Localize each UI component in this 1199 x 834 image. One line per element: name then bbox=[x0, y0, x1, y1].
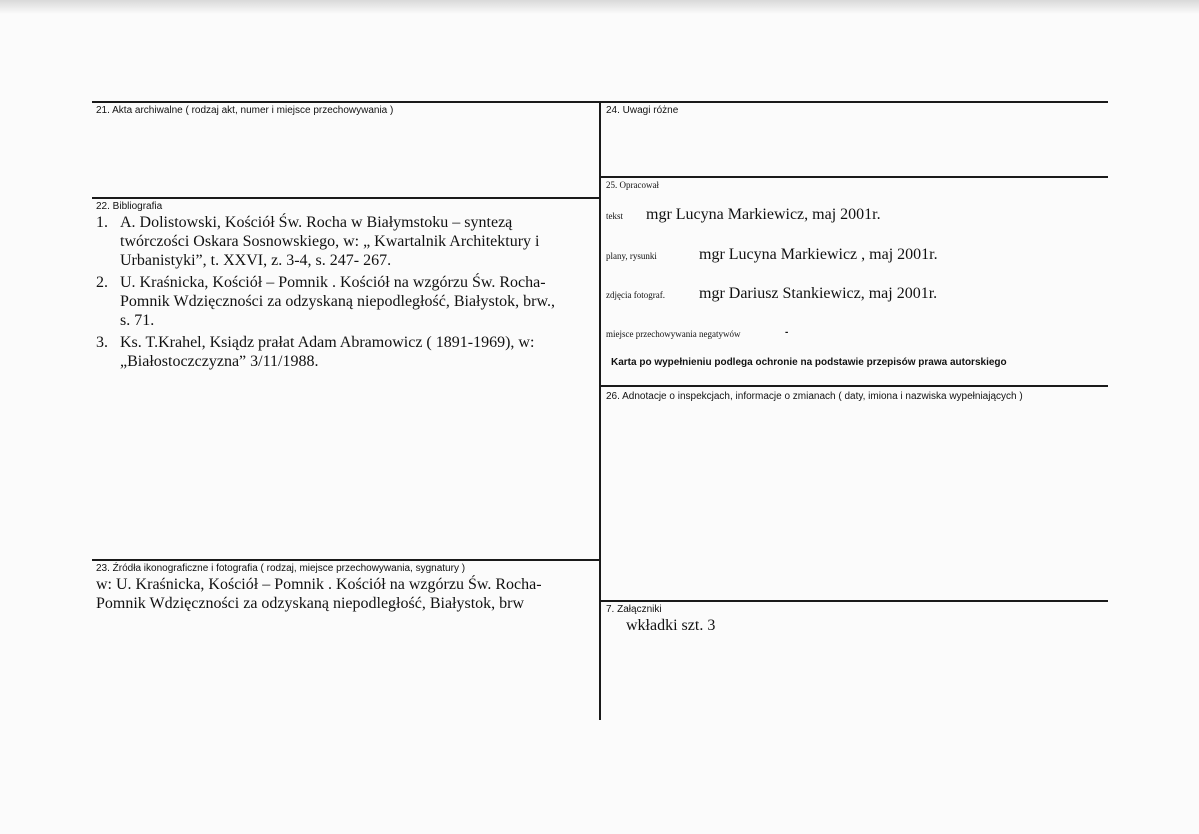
attachments-value: wkładki szt. 3 bbox=[626, 617, 716, 634]
item-line: Ks. T.Krahel, Ksiądz prałat Adam Abramowicz ( 1891-1969), w: bbox=[120, 334, 535, 351]
section-22-label: 22. Bibliografia bbox=[96, 201, 163, 212]
item-number: 2. bbox=[96, 274, 108, 291]
item-line: Urbanistyki”, t. XXVI, z. 3-4, s. 247- 267. bbox=[120, 252, 392, 269]
item-line: A. Dolistowski, Kościół Św. Rocha w Białymstoku – syntezą bbox=[120, 214, 513, 231]
negatives-storage-value: - bbox=[785, 327, 789, 338]
author-row-value: mgr Lucyna Markiewicz, maj 2001r. bbox=[646, 206, 881, 223]
section-21-label: 21. Akta archiwalne ( rodzaj akt, numer i miejsce przechowywania ) bbox=[96, 105, 394, 116]
author-row-label: zdjęcia fotograf. bbox=[606, 290, 665, 300]
author-row-value: mgr Lucyna Markiewicz , maj 2001r. bbox=[699, 246, 938, 263]
section-25-label: 25. Opracował bbox=[606, 180, 659, 190]
content-line: Pomnik Wdzięczności za odzyskaną niepodległość, Białystok, brw bbox=[96, 595, 525, 612]
item-line: Pomnik Wdzięczności za odzyskaną niepodległość, Białystok, brw., bbox=[120, 293, 556, 310]
rule-22 bbox=[92, 197, 600, 199]
item-line: twórczości Oskara Sosnowskiego, w: „ Kwartalnik Architektury i bbox=[120, 233, 540, 250]
item-number: 1. bbox=[96, 214, 108, 231]
item-line: „Białostoczczyzna” 3/11/1988. bbox=[120, 353, 319, 370]
section-7-label: 7. Załączniki bbox=[606, 604, 662, 615]
center-divider bbox=[599, 101, 601, 720]
rule-7 bbox=[600, 600, 1108, 602]
author-row-label: plany, rysunki bbox=[606, 251, 657, 261]
item-line: U. Kraśnicka, Kościół – Pomnik . Kościół na wzgórzu Św. Rocha- bbox=[120, 274, 546, 291]
negatives-storage-label: miejsce przechowywania negatywów bbox=[606, 329, 741, 339]
copyright-notice: Karta po wypełnieniu podlega ochronie na podstawie przepisów prawa autorskiego bbox=[611, 357, 1007, 368]
rule-23 bbox=[92, 559, 600, 561]
scan-top-shadow bbox=[0, 0, 1199, 14]
rule-26 bbox=[600, 385, 1108, 387]
author-row-value: mgr Dariusz Stankiewicz, maj 2001r. bbox=[699, 285, 938, 302]
content-line: w: U. Kraśnicka, Kościół – Pomnik . Kościół na wzgórzu Św. Rocha- bbox=[96, 576, 542, 593]
author-row-label: tekst bbox=[606, 211, 623, 221]
item-line: s. 71. bbox=[120, 312, 155, 329]
section-23-content bbox=[96, 575, 591, 613]
section-26-label: 26. Adnotacje o inspekcjach, informacje o zmianach ( daty, imiona i nazwiska wypełniających ) bbox=[606, 391, 1023, 402]
section-23-label: 23. Źródła ikonograficzne i fotografia ( rodzaj, miejsce przechowywania, sygnatury ) bbox=[96, 563, 466, 574]
rule-25 bbox=[600, 176, 1108, 178]
section-24-label: 24. Uwagi różne bbox=[606, 105, 679, 116]
item-number: 3. bbox=[96, 334, 108, 351]
